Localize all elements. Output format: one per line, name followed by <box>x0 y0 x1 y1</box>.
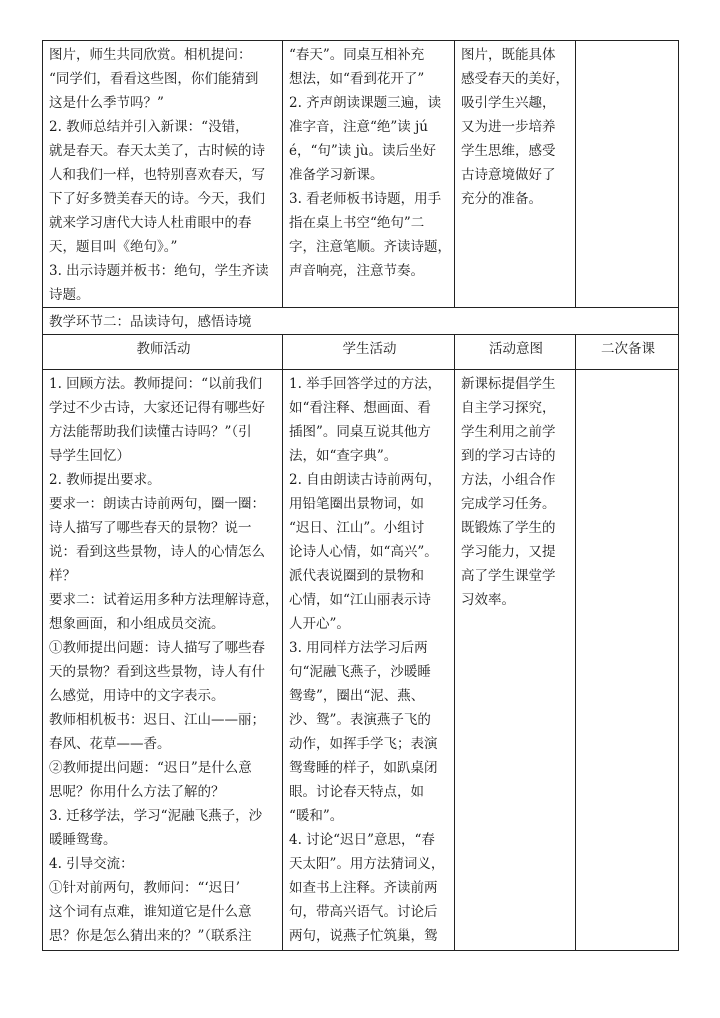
text-line: 样？ <box>49 568 76 584</box>
text-line: 下了好多赞美春天的诗。今天，我们 <box>49 191 265 207</box>
header-activity-intent: 活动意图 <box>455 335 576 370</box>
text-line: 思呢？你用什么方法了解的？ <box>49 784 225 800</box>
text-line: 高了学生课堂学 <box>461 568 556 584</box>
text-line: 用铅笔圈出景物词，如 <box>289 496 424 512</box>
text-line: 人和我们一样，也特别喜欢春天，写 <box>49 167 265 183</box>
text-line: 思？你是怎么猜出来的？”（联系注 <box>49 928 252 944</box>
text-line: 春风、花草——香。 <box>49 736 171 752</box>
text-line: 3. 看老师板书诗题，用手 <box>289 191 442 207</box>
text-line: 既锻炼了学生的 <box>461 520 556 536</box>
text-line: 完成学习任务。 <box>461 496 556 512</box>
text-line: 两句，说燕子忙筑巢，鸳 <box>289 928 438 944</box>
text-line: 人开心”。 <box>289 616 350 632</box>
text-line: 法，如“查字典”。 <box>289 448 398 464</box>
text-line: 就是春天。春天太美了，古时候的诗 <box>49 143 265 159</box>
text-line: 眼。讨论春天特点，如 <box>289 784 424 800</box>
text-line: ①教师提出问题：诗人描写了哪些春 <box>49 640 265 656</box>
text-line: 派代表说圈到的景物和 <box>289 568 424 584</box>
text-line: ②教师提出问题：“迟日”是什么意 <box>49 760 252 776</box>
text-line: 天，题目叫《绝句》。” <box>49 239 178 255</box>
text-line: 4. 引导交流： <box>49 856 134 872</box>
text-line: 如“看注释、想画面、看 <box>289 400 431 416</box>
text-line: 2. 齐声朗读课题三遍，读 <box>289 95 442 111</box>
text-line: 天太阳”。用方法猜词义， <box>289 856 445 872</box>
text-line: 学过不少古诗，大家还记得有哪些好 <box>49 400 265 416</box>
header-second-prep: 二次备课 <box>576 335 679 370</box>
text-line: 学习能力，又提 <box>461 544 556 560</box>
table-row <box>43 41 679 308</box>
text-line: 2. 教师总结并引入新课：“没错， <box>49 119 249 135</box>
text-line: 鸳鸯”，圈出“泥、燕、 <box>289 688 425 704</box>
text-line: 图片，师生共同欣赏。相机提问： <box>49 47 252 63</box>
text-line: 指在桌上书空“绝句”二 <box>289 215 425 231</box>
text-line: 充分的准备。 <box>461 191 542 207</box>
second-prep-cell <box>576 370 679 951</box>
text-line: 图片，既能具体 <box>461 47 556 63</box>
text-line: 天的景物？看到这些景物，诗人有什 <box>49 664 265 680</box>
text-line: 想法，如“看到花开了” <box>289 71 425 87</box>
lesson-plan-table <box>42 40 679 951</box>
text-line: 准备学习新课。 <box>289 167 384 183</box>
text-line: 如查书上注释。齐读前两 <box>289 880 438 896</box>
text-line: 准字音，注意“绝”读 jú <box>289 119 428 135</box>
table-row <box>43 308 679 335</box>
text-line: 句，带高兴语气。讨论后 <box>289 904 438 920</box>
text-line: 暖睡鸳鸯。 <box>49 832 117 848</box>
section-title: 教学环节二：品读诗句，感悟诗境 <box>43 308 679 335</box>
text-line: 3. 用同样方法学习后两 <box>289 640 428 656</box>
text-line: 导学生回忆） <box>49 448 130 464</box>
text-line: “春天”。同桌互相补充 <box>289 47 425 63</box>
text-line: 1. 回顾方法。教师提问：“以前我们 <box>49 376 263 392</box>
text-line: 句“泥融飞燕子，沙暖睡 <box>289 664 431 680</box>
text-line: 3. 出示诗题并板书：绝句，学生齐读 <box>49 263 269 279</box>
activity-intent-cell <box>455 370 576 951</box>
text-line: “暖和”。 <box>289 808 344 824</box>
text-line: 要求一：朗读古诗前两句，圈一圈： <box>49 496 265 512</box>
text-line: “迟日、江山”。小组讨 <box>289 520 425 536</box>
text-line: 3. 迁移学法，学习“泥融飞燕子，沙 <box>49 808 263 824</box>
text-line: 4. 讨论“迟日”意思，“春 <box>289 832 435 848</box>
text-line: 想象画面，和小组成员交流。 <box>49 616 225 632</box>
second-prep-cell <box>576 41 679 308</box>
header-teacher-activity: 教师活动 <box>43 335 283 370</box>
student-activity-cell <box>283 41 455 308</box>
text-line: 这个词有点难，谁知道它是什么意 <box>49 904 252 920</box>
teacher-activity-cell <box>43 41 283 308</box>
text-line: 1. 举手回答学过的方法， <box>289 376 442 392</box>
text-line: 习效率。 <box>461 592 515 608</box>
text-line: 论诗人心情，如“高兴”。 <box>289 544 438 560</box>
text-line: 说：看到这些景物，诗人的心情怎么 <box>49 544 265 560</box>
table-row <box>43 370 679 951</box>
text-line: 方法，小组合作 <box>461 472 556 488</box>
text-line: 字，注意笔顺。齐读诗题， <box>289 239 451 255</box>
text-line: ①针对前两句，教师问：“‘迟日’ <box>49 880 240 896</box>
text-line: 诗题。 <box>49 287 90 303</box>
text-line: 插图”。同桌互说其他方 <box>289 424 431 440</box>
text-line: 要求二：试着运用多种方法理解诗意， <box>49 592 279 608</box>
text-line: 自主学习探究， <box>461 400 556 416</box>
text-line: 声音响亮，注意节奏。 <box>289 263 424 279</box>
text-line: 么感觉，用诗中的文字表示。 <box>49 688 225 704</box>
text-line: 古诗意境做好了 <box>461 167 556 183</box>
text-line: 教师相机板书：迟日、江山——丽； <box>49 712 265 728</box>
teacher-activity-cell <box>43 370 283 951</box>
text-line: 心情，如“江山丽表示诗 <box>289 592 431 608</box>
text-line: 这是什么季节吗？” <box>49 95 164 111</box>
text-line: 2. 教师提出要求。 <box>49 472 161 488</box>
text-line: 学生思维，感受 <box>461 143 556 159</box>
student-activity-cell <box>283 370 455 951</box>
text-line: “同学们，看看这些图，你们能猜到 <box>49 71 259 87</box>
header-student-activity: 学生活动 <box>283 335 455 370</box>
text-line: 鸳鸯睡的样子，如趴桌闭 <box>289 760 438 776</box>
text-line: 2. 自由朗读古诗前两句， <box>289 472 442 488</box>
text-line: 到的学习古诗的 <box>461 448 556 464</box>
text-line: 动作，如挥手学飞；表演 <box>289 736 438 752</box>
text-line: é，“句”读 jù。读后坐好 <box>289 143 436 159</box>
header-row <box>43 335 679 370</box>
text-line: 学生利用之前学 <box>461 424 556 440</box>
text-line: 新课标提倡学生 <box>461 376 556 392</box>
activity-intent-cell <box>455 41 576 308</box>
text-line: 方法能帮助我们读懂古诗吗？”（引 <box>49 424 252 440</box>
text-line: 沙、鸳”。表演燕子飞的 <box>289 712 431 728</box>
text-line: 吸引学生兴趣， <box>461 95 556 111</box>
text-line: 就来学习唐代大诗人杜甫眼中的春 <box>49 215 252 231</box>
text-line: 感受春天的美好， <box>461 71 569 87</box>
text-line: 诗人描写了哪些春天的景物？说一 <box>49 520 252 536</box>
text-line: 又为进一步培养 <box>461 119 556 135</box>
